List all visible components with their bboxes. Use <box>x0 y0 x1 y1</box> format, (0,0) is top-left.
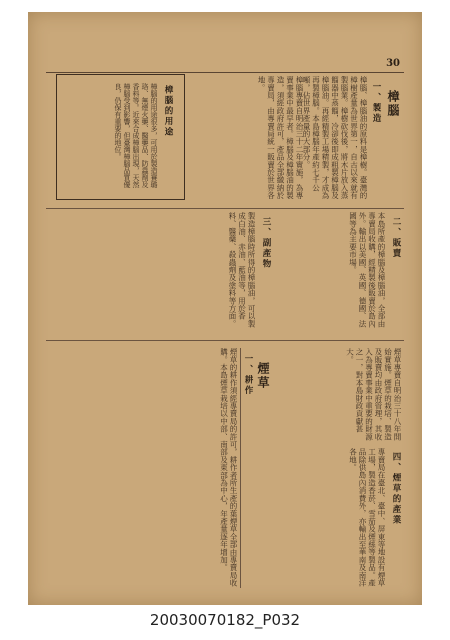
sales-text: 本島所產的樟腦及樟腦油，全部由專賣局收購，經精製後販賣於島內外。輸出以美國、英國、德國、法國等為主要市場。 <box>348 212 386 328</box>
byproducts-text: 製造樟腦時所得的樟腦油，可以製成白油、赤油、藍油等，用於香料、醫藥、殺蟲劑及塗料等方面。 <box>228 212 256 328</box>
subheading-sales: 二、販賣 <box>391 217 401 259</box>
manufacture-text: 樟腦、樟腦油的原料是樟樹。臺灣的樟樹產量為世界第一，自古以來就有製腦業。樟樹砍伐後，將木片放入蒸餾器中蒸餾，冷卻後即成粗製樟腦及樟腦油。再經精製工場精製，才成為再製樟腦。本島樟腦年產約七千公噸，佔世界產量的大部分。 <box>302 76 368 200</box>
subheading-cultivation: 一、耕作 <box>243 354 253 396</box>
box-text: 樟腦的用途很多，可用於製造賽璐珞、無煙火藥、醫藥品、防蟲劑及香料等。近來合成樟腦出現，天然樟腦受到影響，但臺灣樟腦品質優良，仍保有重要的地位。 <box>114 83 158 188</box>
subheading-manufacture: 一、製造 <box>371 82 381 124</box>
page-number: 30 <box>386 58 400 69</box>
box-title: 樟腦的用途 <box>163 85 173 138</box>
tobacco-industry-text: 專賣局在臺北、臺中、屏東等地設有煙草工場，製造香菸、雪茄及煙絲等製品。產品除供島內消費外，亦輸出至華南及南洋各地。 <box>348 448 386 587</box>
section-title-camphor: 樟腦 <box>386 90 400 118</box>
cultivation-text: 煙草的耕作須經專賣局的許可，耕作者所生產的葉煙草全部由專賣局收購。本島煙草栽培以中部、南部及東部為中心，年產量逐年增加。 <box>219 348 238 587</box>
image-caption: 20030070182_P032 <box>149 611 301 629</box>
section-title-tobacco: 煙草 <box>256 362 270 390</box>
tobacco-intro-text: 煙草專賣自明治三十八年開始實施。煙草的栽培、製造及販賣均由政府管理，其收入為專賣事業中重要的財源之一，對本島財政貢獻甚大。 <box>345 348 402 441</box>
camphor-uses-box <box>56 74 185 200</box>
section-divider-1 <box>46 208 404 209</box>
subheading-tobacco-industry: 四、煙草的產業 <box>391 452 401 526</box>
document-page <box>28 12 422 605</box>
camphor-intro-text: 樟腦專賣自明治三十二年實施，為專賣事業中最早者。樟腦及樟腦油的製造，須經政府許可，產品全部繳納於專賣局，由專賣局統一販賣於世界各地。 <box>257 76 304 200</box>
subheading-byproducts: 三、副產物 <box>261 217 271 270</box>
section-divider-2 <box>46 340 404 341</box>
header-rule <box>46 72 404 73</box>
column-divider <box>240 348 241 588</box>
